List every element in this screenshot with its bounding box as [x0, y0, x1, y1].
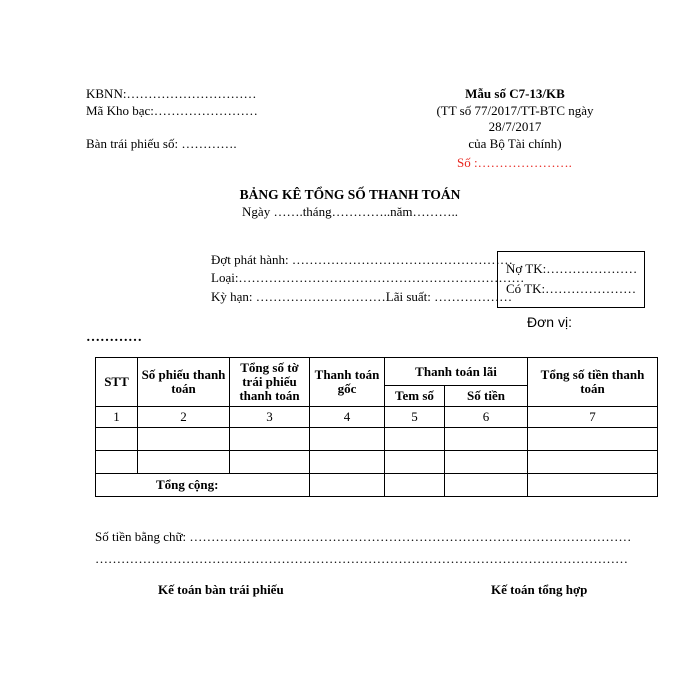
unit-label: Đơn vị:: [527, 314, 572, 330]
page-title: BẢNG KÊ TỔNG SỐ THANH TOÁN: [239, 187, 461, 202]
column-number: 7: [528, 407, 658, 428]
document-number-field: Số :………………….: [457, 155, 572, 170]
table-row: [96, 451, 658, 474]
column-number: 2: [138, 407, 230, 428]
total-label: Tổng cộng:: [96, 474, 310, 497]
table-cell[interactable]: [528, 451, 658, 474]
table-cell[interactable]: [96, 451, 138, 474]
form-number: Mẫu số C7-13/KB: [465, 86, 565, 101]
debit-account-field: Nợ TK:…………………: [506, 261, 638, 276]
column-number: 1: [96, 407, 138, 428]
header-total-bond-sheets: Tổng số tờ trái phiếu thanh toán: [230, 358, 310, 407]
table-cell[interactable]: [138, 428, 230, 451]
leading-dots: …………: [86, 330, 142, 345]
table-cell[interactable]: [385, 428, 445, 451]
table-cell[interactable]: [385, 474, 445, 497]
table-cell[interactable]: [138, 451, 230, 474]
date-line: Ngày …….tháng…………..năm………..: [242, 204, 458, 219]
header-coupon-number: Tem số: [385, 386, 445, 407]
signature-bond-accountant: Kế toán bàn trái phiếu: [158, 582, 284, 597]
column-number: 4: [310, 407, 385, 428]
header-principal-payment: Thanh toán gốc: [310, 358, 385, 407]
term-interest-field: Kỳ hạn: …………………………Lãi suất: ………………: [211, 289, 513, 304]
total-row: [96, 474, 658, 497]
table-row: [96, 428, 658, 451]
column-number: 3: [230, 407, 310, 428]
header-interest-payment: Thanh toán lãi: [385, 358, 528, 386]
treasury-code-field: Mã Kho bạc:……………………: [86, 103, 258, 118]
table-cell[interactable]: [528, 474, 658, 497]
header-amount: Số tiền: [445, 386, 528, 407]
amount-in-words-continuation: ……………………………………………………………………………………………………………: [95, 551, 628, 566]
table-cell[interactable]: [310, 474, 385, 497]
circular-reference-line1: (TT số 77/2017/TT-BTC ngày: [436, 103, 594, 118]
column-number: 6: [445, 407, 528, 428]
column-number-row: [96, 407, 658, 428]
table-cell[interactable]: [310, 451, 385, 474]
table-cell[interactable]: [445, 428, 528, 451]
table-cell[interactable]: [230, 451, 310, 474]
table-cell[interactable]: [230, 428, 310, 451]
amount-in-words-field: Số tiền bằng chữ: …………………………………………………………………………………………: [95, 529, 632, 544]
signature-general-accountant: Kế toán tổng hợp: [491, 582, 588, 597]
bond-desk-number-field: Bàn trái phiếu số: ………….: [86, 136, 237, 151]
header-payment-slip-number: Số phiếu thanh toán: [138, 358, 230, 407]
column-number: 5: [385, 407, 445, 428]
kbnn-field: KBNN:…………………………: [86, 86, 257, 101]
credit-account-field: Có TK:…………………: [506, 281, 637, 296]
table-cell[interactable]: [528, 428, 658, 451]
circular-reference-line3: của Bộ Tài chính): [468, 136, 562, 151]
account-box: [497, 251, 645, 308]
table-cell[interactable]: [445, 474, 528, 497]
circular-reference-line2: 28/7/2017: [488, 119, 542, 134]
table-cell[interactable]: [445, 451, 528, 474]
payment-summary-table: [95, 357, 658, 497]
bond-type-field: Loại:…………………………………………………………: [211, 270, 525, 285]
issue-batch-field: Đợt phát hành: ……………………………………………: [211, 252, 513, 267]
header-stt: STT: [96, 358, 138, 407]
table-cell[interactable]: [385, 451, 445, 474]
header-total-payment-amount: Tổng số tiền thanh toán: [528, 358, 658, 407]
table-cell[interactable]: [310, 428, 385, 451]
table-cell[interactable]: [96, 428, 138, 451]
